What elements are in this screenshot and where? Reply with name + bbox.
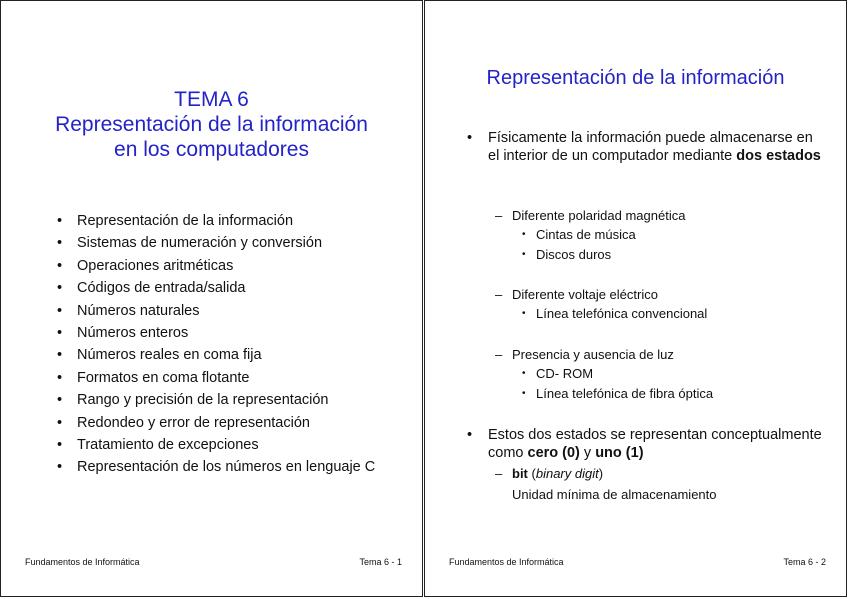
list-item: • Códigos de entrada/salida (57, 279, 387, 297)
slide-2-title: Representación de la información (486, 67, 785, 89)
list-item: • Sistemas de numeración y conversión (57, 234, 387, 252)
group-label: Diferente polaridad magnética (512, 208, 686, 223)
list-item: • Tratamiento de excepciones (57, 436, 387, 454)
list-item (522, 385, 822, 402)
footer-course: Fundamentos de Informática (25, 557, 140, 567)
bit-definition (495, 465, 825, 482)
group-light (495, 346, 825, 363)
contents-list (57, 212, 387, 481)
dash-marker: – (495, 208, 503, 223)
sub-item-text: Cintas de música (536, 227, 636, 242)
group-magnetic (495, 207, 825, 224)
slide-1-title (1, 87, 422, 162)
bullet-emphasis: cero (0) (527, 445, 580, 461)
definition-text: Unidad mínima de almacenamiento (512, 487, 717, 502)
list-item: • Redondeo y error de representación (57, 414, 387, 432)
list-item (522, 226, 822, 243)
group-label: Diferente voltaje eléctrico (512, 287, 658, 302)
bit-expansion: binary digit (535, 466, 599, 481)
list-item: • Números naturales (57, 302, 387, 320)
slide-1 (0, 0, 423, 597)
list-item (522, 246, 822, 263)
bit-term: bit (512, 466, 528, 481)
title-line: TEMA 6 (174, 88, 249, 111)
list-item (522, 365, 822, 382)
list-item: • Representación de la información (57, 212, 387, 230)
list-item: • Representación de los números en lenguaje C (57, 458, 387, 476)
title-line: en los computadores (114, 138, 309, 161)
sub-bullet-marker: • (522, 308, 526, 319)
bullet-text: y (579, 445, 596, 461)
bullet-emphasis: dos estados (736, 148, 821, 164)
list-item: • Números reales en coma fija (57, 346, 387, 364)
bullet-emphasis: uno (1) (595, 445, 644, 461)
sub-item-text: Línea telefónica convencional (536, 306, 708, 321)
list-item: • Rango y precisión de la representación (57, 391, 387, 409)
bullet-physical-storage (467, 129, 827, 165)
sub-item-text: CD- ROM (536, 366, 594, 381)
sub-bullet-marker: • (522, 229, 526, 240)
bit-definition-text (495, 486, 825, 503)
list-item: • Operaciones aritméticas (57, 257, 387, 275)
dash-marker: – (495, 466, 503, 481)
sub-bullet-marker: • (522, 249, 526, 260)
sub-bullet-marker: • (522, 388, 526, 399)
list-item: • Números enteros (57, 324, 387, 342)
slide-2 (424, 0, 847, 597)
sub-item-text: Línea telefónica de fibra óptica (536, 386, 714, 401)
paren-open: ( (527, 466, 536, 481)
paren-close: ) (598, 466, 604, 481)
bullet-marker: • (467, 130, 473, 146)
sub-bullet-marker: • (522, 368, 526, 379)
dash-marker: – (495, 287, 503, 302)
dash-marker: – (495, 347, 503, 362)
title-line: Representación de la información (55, 113, 368, 136)
footer-page-number: Tema 6 - 2 (783, 557, 826, 567)
bullet-binary-states (467, 426, 827, 462)
bullet-text: Estos dos estados se representan conceptualmente como (488, 427, 822, 461)
bullet-marker: • (467, 427, 473, 443)
footer-page-number: Tema 6 - 1 (359, 557, 402, 567)
group-label: Presencia y ausencia de luz (512, 347, 674, 362)
footer-course: Fundamentos de Informática (449, 557, 564, 567)
list-item (522, 305, 822, 322)
sub-item-text: Discos duros (536, 247, 612, 262)
bullet-text: Físicamente la información puede almacenarse en el interior de un computador mediante (488, 130, 813, 164)
group-voltage (495, 286, 825, 303)
list-item: • Formatos en coma flotante (57, 369, 387, 387)
